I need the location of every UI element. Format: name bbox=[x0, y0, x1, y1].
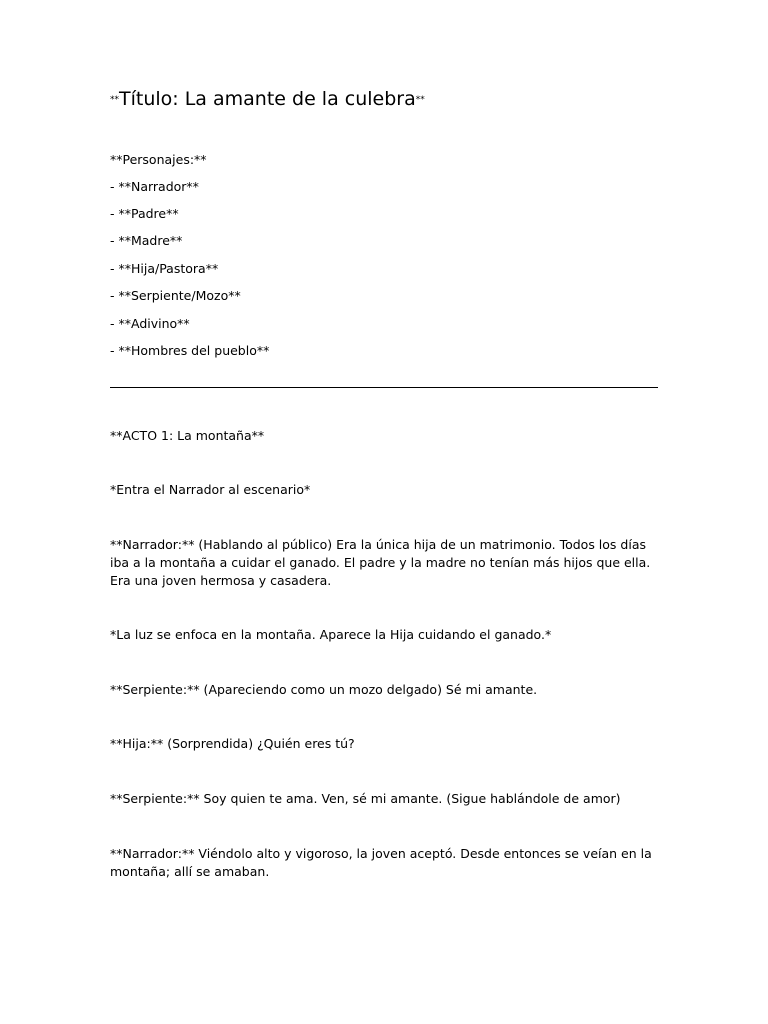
stage-direction: *La luz se enfoca en la montaña. Aparece la Hija cuidando el ganado.* bbox=[110, 627, 552, 642]
title-text: Título: La amante de la culebra bbox=[119, 88, 416, 110]
dialogue-paragraph: **Narrador:** (Hablando al público) Era la única hija de un matrimonio. Todos los días iba a la montaña a cuidar el ganado. El padre y la madre no tenían más hijos que ella. Era una joven hermosa y casadera. bbox=[110, 537, 651, 588]
character-item: - **Hija/Pastora** bbox=[110, 261, 219, 276]
act-heading: **ACTO 1: La montaña** bbox=[110, 428, 265, 443]
title-stars-close: ** bbox=[415, 95, 425, 105]
horizontal-rule bbox=[110, 387, 658, 388]
stage-direction: *Entra el Narrador al escenario* bbox=[110, 482, 311, 497]
dialogue-line: **Serpiente:** (Apareciendo como un mozo delgado) Sé mi amante. bbox=[110, 682, 538, 697]
characters-heading: **Personajes:** bbox=[110, 152, 207, 167]
character-item: - **Serpiente/Mozo** bbox=[110, 288, 241, 303]
character-item: - **Madre** bbox=[110, 233, 183, 248]
dialogue-line: **Hija:** (Sorprendida) ¿Quién eres tú? bbox=[110, 736, 355, 751]
dialogue-line: **Serpiente:** Soy quien te ama. Ven, sé mi amante. (Sigue hablándole de amor) bbox=[110, 791, 621, 806]
title-stars-open: ** bbox=[110, 95, 119, 105]
character-item: - **Hombres del pueblo** bbox=[110, 343, 270, 358]
character-item: - **Narrador** bbox=[110, 179, 199, 194]
character-item: - **Adivino** bbox=[110, 316, 190, 331]
dialogue-paragraph: **Narrador:** Viéndolo alto y vigoroso, la joven aceptó. Desde entonces se veían en la montaña; allí se amaban. bbox=[110, 846, 652, 879]
document-title bbox=[110, 86, 425, 113]
character-item: - **Padre** bbox=[110, 206, 179, 221]
